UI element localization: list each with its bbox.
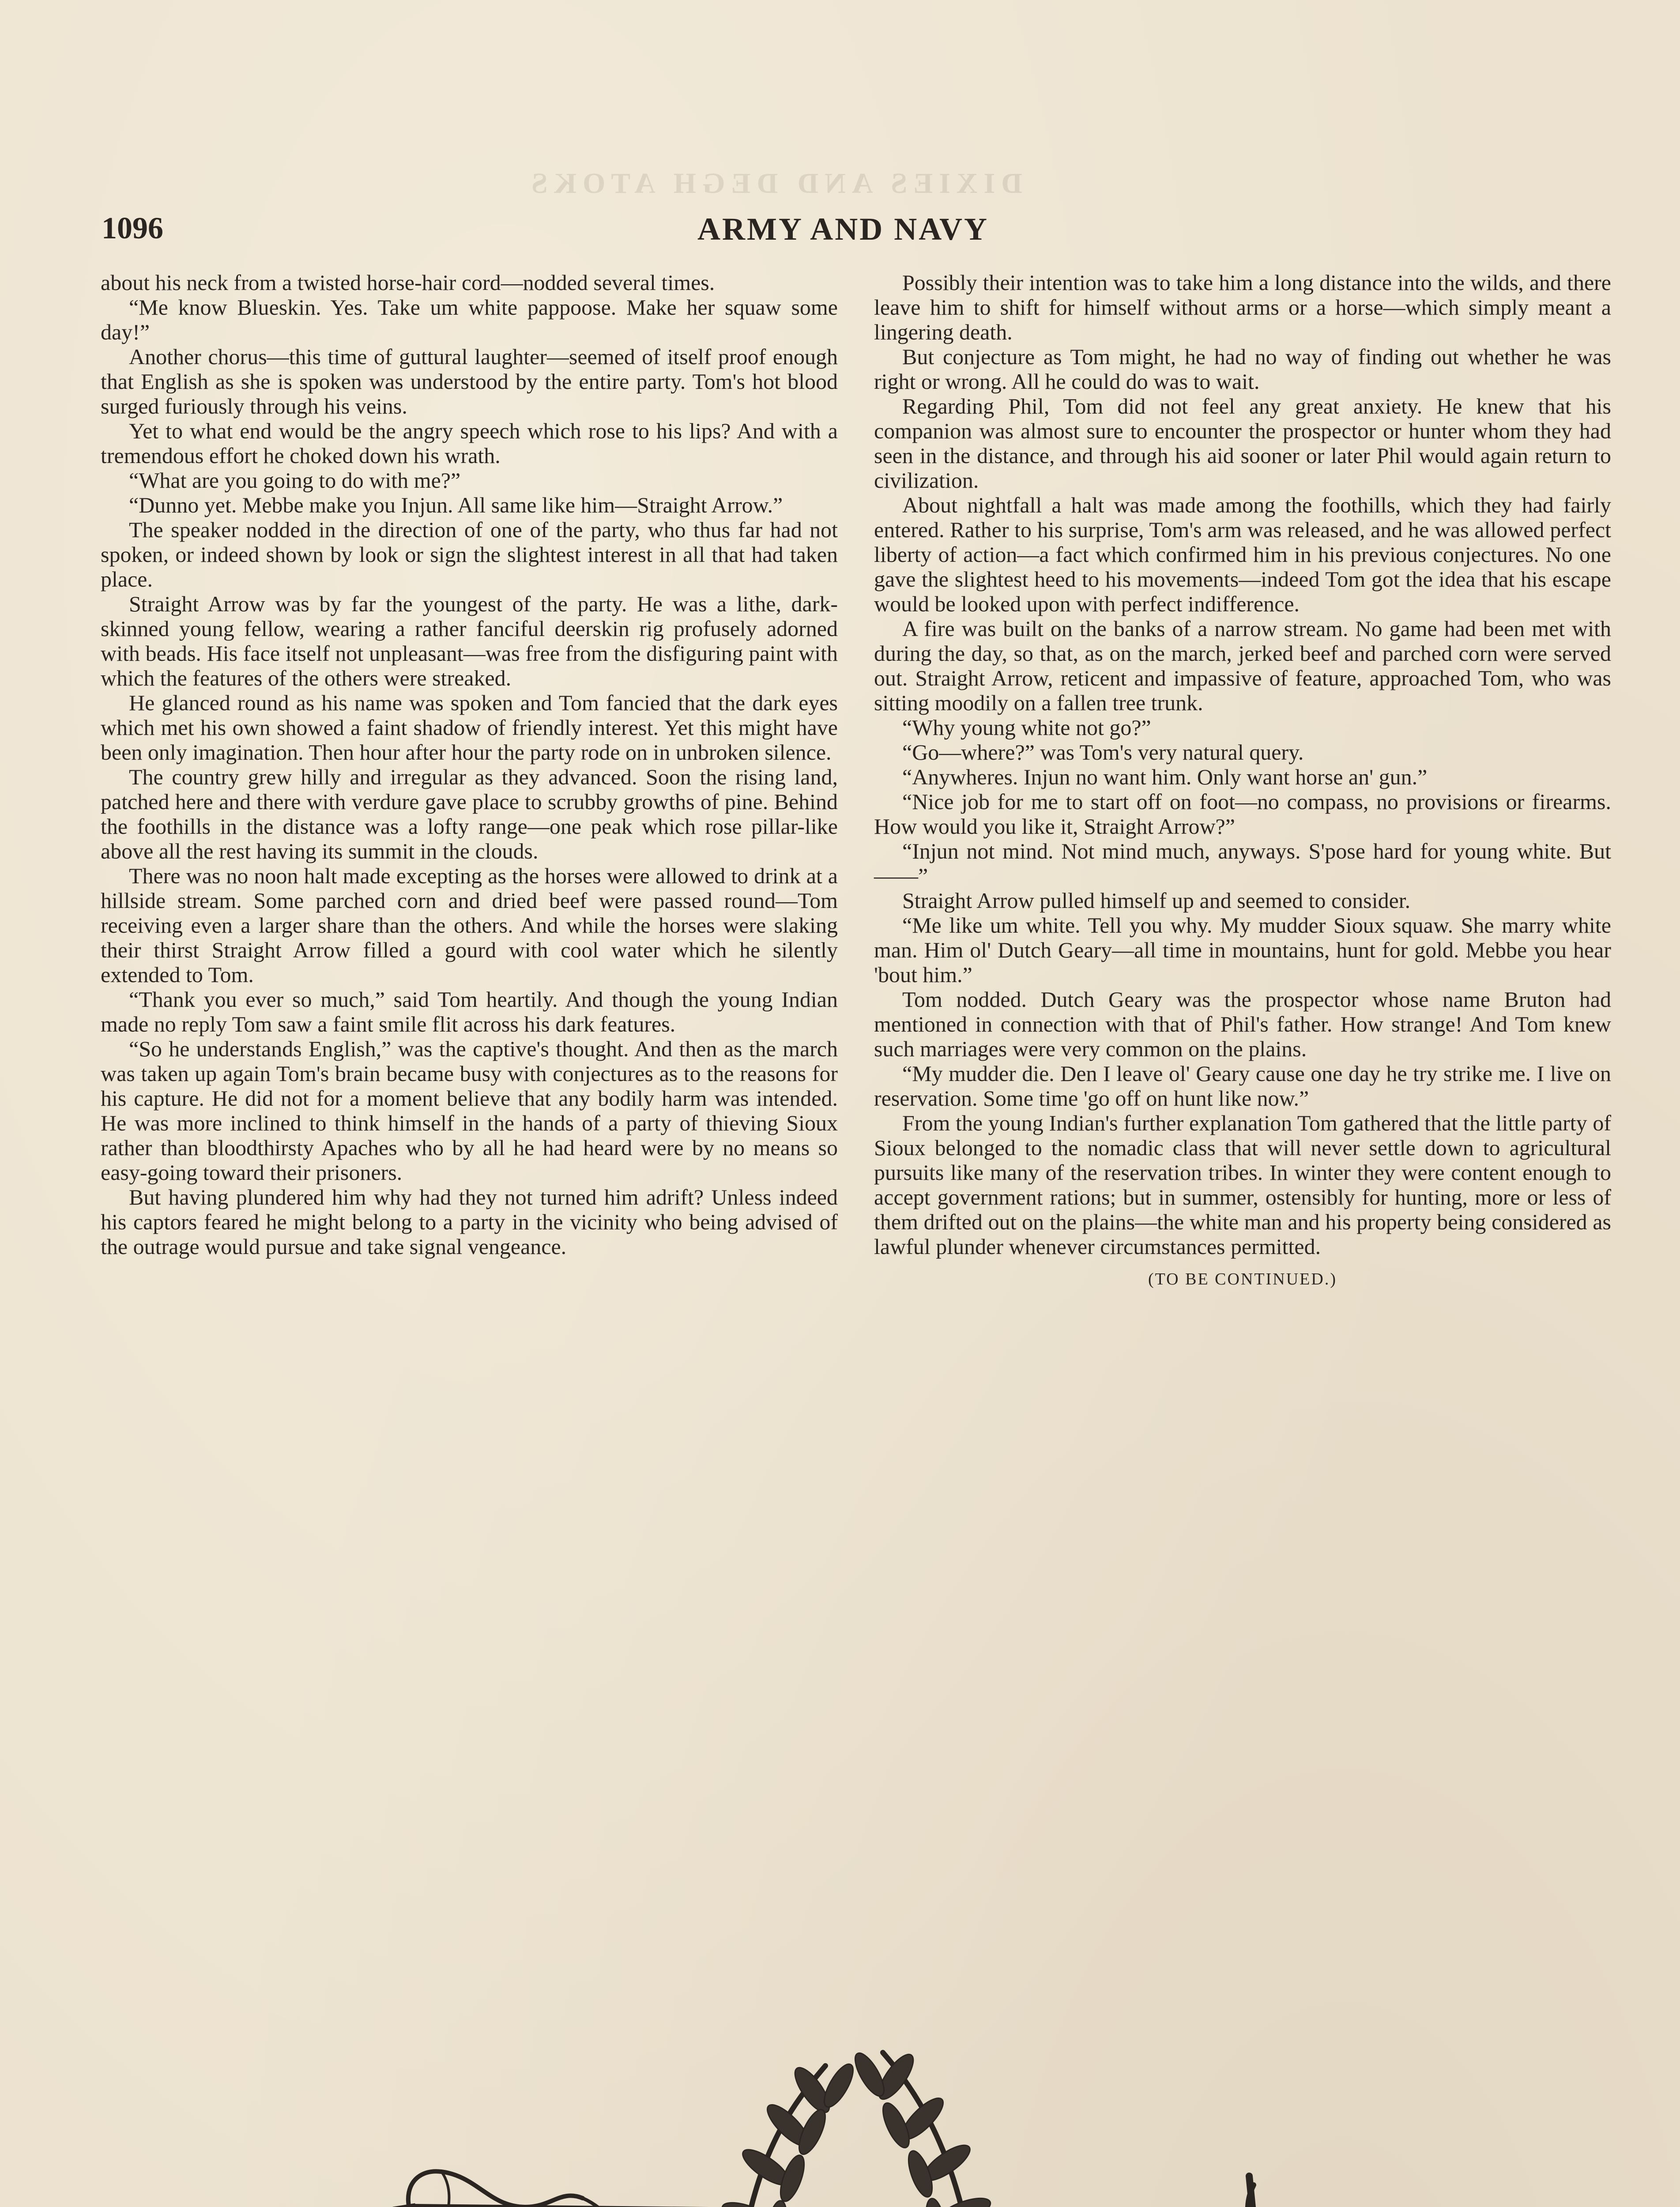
sword-and-laurel-wreath-ornament-icon [366,2000,1426,2207]
paragraph: But having plundered him why had they not turned him adrift? Unless indeed his captors feared he might belong to a party in the vicinity who being advised of the outrage would pursue and take signal vengeance. [101,1185,838,1259]
paragraph: He glanced round as his name was spoken and Tom fancied that the dark eyes which met his own showed a faint shadow of friendly interest. Yet this might have been only imagination. Then hour after hour the party rode on in unbroken silence. [101,690,838,765]
paragraph: Straight Arrow pulled himself up and seemed to consider. [902,888,1411,913]
paragraph: The speaker nodded in the direction of one of the party, who thus far had not spoken, or indeed shown by look or sign the slightest interest in all that had taken place. [101,517,838,591]
paragraph: There was no noon halt made excepting as the horses were allowed to drink at a hillside stream. Some parched corn and dried beef were passed round—Tom receiving even a larger share than the others. And while the horses were slaking their thirst Straight Arrow filled a gourd with cool water which he silently extended to Tom. [101,863,838,987]
paragraph: “Injun not mind. Not mind much, anyways. S'pose hard for young white. But——” [874,839,1611,888]
paragraph: “So he understands English,” was the captive's thought. And then as the march was taken up again Tom's brain became busy with conjectures as to the reasons for his capture. He did not for a moment believe that any bodily harm was intended. He was more inclined to think himself in the hands of a party of thieving Sioux rather than bloodthirsty Apaches who by all he had heard were by no means so easy-going toward their prisoners. [101,1036,838,1185]
page-number: 1096 [102,211,163,245]
paragraph: Regarding Phil, Tom did not feel any great anxiety. He knew that his companion was almost sure to encounter the prospector or hunter whom they had seen in the distance, and through his aid sooner or later Phil would again return to civilization. [874,394,1611,493]
paragraph: Straight Arrow was by far the youngest of the party. He was a lithe, dark-skinned young fellow, wearing a rather fanciful deerskin rig profusely adorned with beads. His face itself not unpleasant—was free from the disfiguring paint with which the features of the others were streaked. [101,591,838,690]
paragraph: “Thank you ever so much,” said Tom heartily. And though the young Indian made no reply Tom saw a faint smile flit across his dark features. [101,987,838,1036]
paragraph: “Anywheres. Injun no want him. Only want horse an' gun.” [902,765,1428,789]
paragraph: Another chorus—this time of guttural laughter—seemed of itself proof enough that English as she is spoken was understood by the entire party. Tom's hot blood surged furiously through his veins. [101,344,838,418]
paragraph: “What are you going to do with me?” [129,468,461,493]
right-text-column [874,270,1611,1292]
paragraph: The country grew hilly and irregular as they advanced. Soon the rising land, patched here and there with verdure gave place to scrubby growths of pine. Behind the foothills in the distance was a lofty range—one peak which rose pillar-like above all the rest having its summit in the clouds. [101,765,838,863]
paragraph: “Dunno yet. Mebbe make you Injun. All same like him—Straight Arrow.” [129,493,783,517]
paragraph: Possibly their intention was to take him a long distance into the wilds, and there leave him to shift for himself without arms or a horse—which simply meant a lingering death. [874,270,1611,344]
paragraph: But conjecture as Tom might, he had no way of finding out whether he was right or wrong. All he could do was to wait. [874,344,1611,394]
to-be-continued-note: (TO BE CONTINUED.) [1148,1270,1337,1288]
paragraph: “Me like um white. Tell you why. My mudder Sioux squaw. She marry white man. Him ol' Dutch Geary—all time in mountains, hunt for gold. Mebbe you hear 'bout him.” [874,913,1611,987]
paragraph: “Nice job for me to start off on foot—no compass, no provisions or firearms. How would you like it, Straight Arrow?” [874,789,1611,839]
paragraph: From the young Indian's further explanation Tom gathered that the little party of Sioux belonged to the nomadic class that will never settle down to agricultural pursuits like many of the reservation tribes. In winter they were content enough to accept government rations; but in summer, ostensibly for hunting, more or less of them drifted out on the plains—the white man and his property being considered as lawful plunder whenever circumstances permitted. [874,1111,1611,1259]
paragraph: “Go—where?” was Tom's very natural query. [902,740,1304,765]
left-text-column [101,270,838,1259]
paragraph: about his neck from a twisted horse-hair cord—nodded several times. [101,270,715,295]
paragraph: “Me know Blueskin. Yes. Take um white pappoose. Make her squaw some day!” [101,295,838,344]
paragraph: “My mudder die. Den I leave ol' Geary cause one day he try strike me. I live on reservation. Some time 'go off on hunt like now.” [874,1061,1611,1111]
paragraph: Tom nodded. Dutch Geary was the prospector whose name Bruton had mentioned in connection with that of Phil's father. How strange! And Tom knew such marriages were very common on the plains. [874,987,1611,1061]
paragraph: “Why young white not go?” [902,715,1151,740]
paragraph: Yet to what end would be the angry speech which rose to his lips? And with a tremendous effort he choked down his wrath. [101,418,838,468]
paragraph: About nightfall a halt was made among the foothills, which they had fairly entered. Rather to his surprise, Tom's arm was released, and he was allowed perfect liberty of action—a fact which confirmed him in his previous conjectures. No one gave the slightest heed to his movements—indeed Tom got the idea that his escape would be looked upon with perfect indifference. [874,493,1611,616]
bleed-through-text: DIXIES AND DEGH ATOKS [525,167,1022,200]
paragraph: A fire was built on the banks of a narrow stream. No game had been met with during the day, so that, as on the march, jerked beef and parched corn were served out. Straight Arrow, reticent and impassive of feature, approached Tom, who was sitting moodily on a fallen tree trunk. [874,616,1611,715]
running-head: ARMY AND NAVY [697,211,989,247]
